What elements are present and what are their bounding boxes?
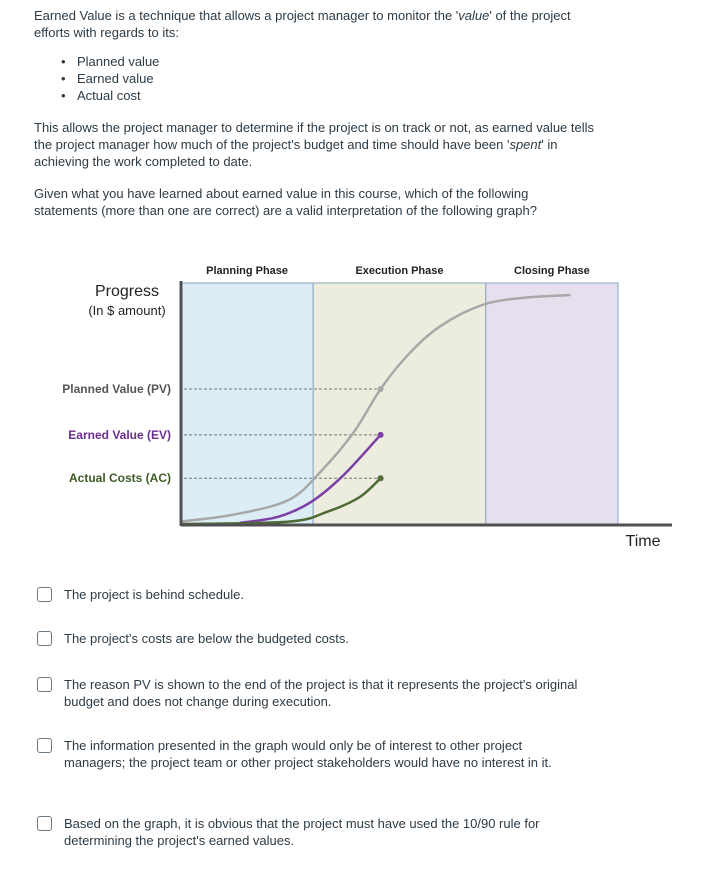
explanation-text-a: This allows the project manager to determine if the project is on track or not, as earned value tells the project manager how much of the project's budget and time should have been ' bbox=[34, 120, 595, 152]
value-emphasis: value bbox=[458, 8, 490, 23]
intro-text-b: ' of the project efforts with regards to its: bbox=[34, 8, 571, 40]
phase-label-execution-phase: Execution Phase bbox=[355, 265, 444, 277]
option-2[interactable] bbox=[37, 630, 579, 647]
option-1-label[interactable]: The project is behind schedule. bbox=[64, 587, 244, 602]
phase-label-closing-phase: Closing Phase bbox=[514, 265, 590, 277]
option-2-checkbox[interactable] bbox=[37, 631, 52, 646]
status-marker-actual-costs-ac bbox=[378, 475, 384, 481]
series-label-actual-costs-ac: Actual Costs (AC) bbox=[68, 471, 171, 486]
y-axis-title: Progress bbox=[94, 283, 160, 300]
option-5-label[interactable]: Based on the graph, it is obvious that the project must have used the 10/90 rule for determining the project's earned values. bbox=[64, 816, 540, 848]
bullet-earned-value: • Earned value bbox=[58, 70, 159, 87]
series-label-earned-value-ev: Earned Value (EV) bbox=[68, 427, 171, 442]
phase-band-execution-phase bbox=[313, 283, 486, 524]
intro-paragraph bbox=[34, 7, 594, 41]
phase-band-closing-phase bbox=[486, 283, 618, 524]
status-marker-planned-value-pv bbox=[378, 386, 384, 392]
option-3-checkbox[interactable] bbox=[37, 677, 52, 692]
option-1-checkbox[interactable] bbox=[37, 587, 52, 602]
question-text: Given what you have learned about earned value in this course, which of the following statements (more than one are correct) are a valid interpretation of the following graph? bbox=[34, 186, 537, 218]
earned-value-graph bbox=[0, 250, 708, 560]
bullet-list bbox=[58, 53, 159, 104]
option-4-checkbox[interactable] bbox=[37, 738, 52, 753]
option-4[interactable] bbox=[37, 737, 579, 771]
explanation-text-b: ' in achieving the work completed to date. bbox=[34, 137, 558, 169]
y-axis-subtitle: (In $ amount) bbox=[88, 303, 166, 318]
series-label-planned-value-pv: Planned Value (PV) bbox=[62, 382, 171, 397]
x-axis-title: Time bbox=[625, 533, 661, 550]
option-1[interactable] bbox=[37, 586, 579, 603]
bullet-planned-value: • Planned value bbox=[58, 53, 159, 70]
phase-band-planning-phase bbox=[181, 283, 313, 524]
intro-text-a: Earned Value is a technique that allows a project manager to monitor the ' bbox=[34, 8, 459, 23]
bullet-actual-cost: • Actual cost bbox=[58, 87, 159, 104]
option-5[interactable] bbox=[37, 815, 579, 849]
option-3-label[interactable]: The reason PV is shown to the end of the project is that it represents the project's original budget and does not change during execution. bbox=[64, 677, 578, 709]
option-2-label[interactable]: The project's costs are below the budgeted costs. bbox=[64, 631, 350, 646]
option-5-checkbox[interactable] bbox=[37, 816, 52, 831]
option-3[interactable] bbox=[37, 676, 579, 710]
explanation-paragraph bbox=[34, 119, 594, 170]
option-4-label[interactable]: The information presented in the graph would only be of interest to other project managers; the project team or other project stakeholders would have no interest in it. bbox=[64, 738, 552, 770]
spent-emphasis: spent bbox=[509, 137, 542, 152]
phase-label-planning-phase: Planning Phase bbox=[206, 265, 289, 277]
status-marker-earned-value-ev bbox=[378, 432, 384, 438]
